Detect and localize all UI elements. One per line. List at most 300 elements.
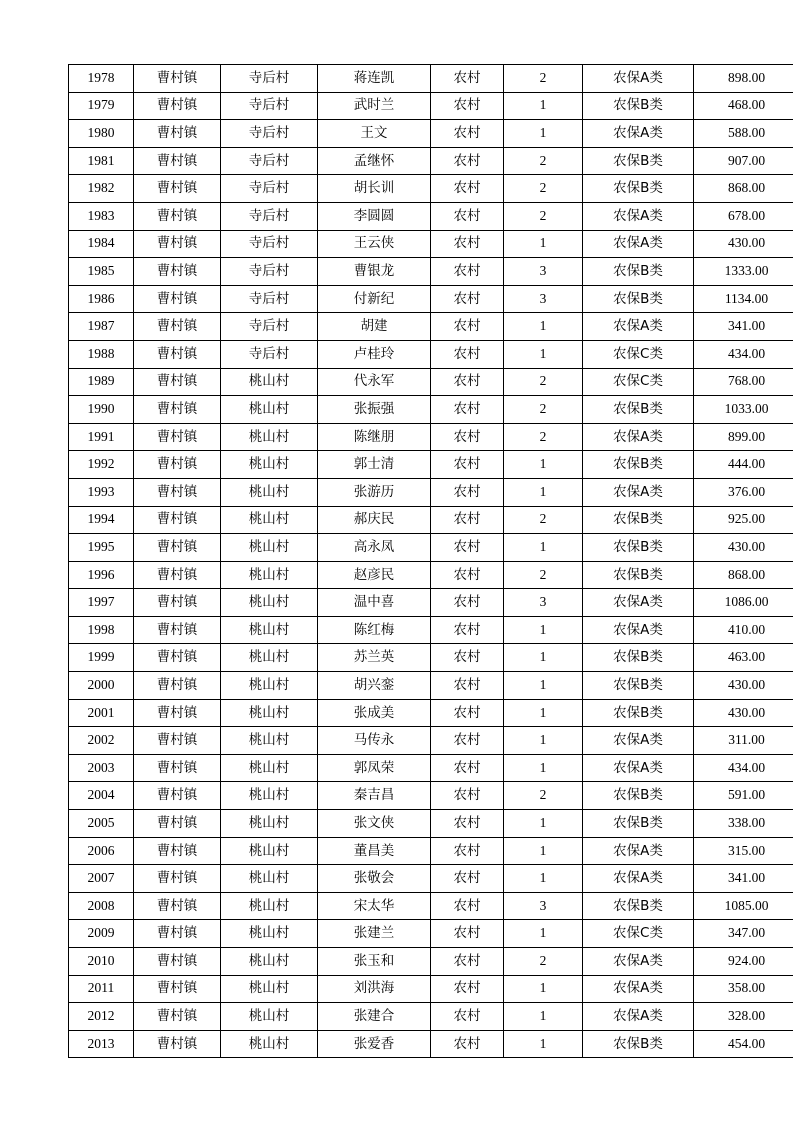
cell-person-count: 2 xyxy=(504,175,583,203)
cell-id: 1979 xyxy=(69,92,134,120)
cell-town: 曹村镇 xyxy=(134,340,221,368)
cell-category: 农保A类 xyxy=(583,975,694,1003)
cell-category: 农保A类 xyxy=(583,120,694,148)
cell-id: 2000 xyxy=(69,672,134,700)
cell-name: 张成美 xyxy=(318,699,431,727)
cell-name: 郭凤荣 xyxy=(318,754,431,782)
cell-id: 1999 xyxy=(69,644,134,672)
cell-household-type: 农村 xyxy=(431,782,504,810)
cell-category: 农保B类 xyxy=(583,672,694,700)
cell-id: 2009 xyxy=(69,920,134,948)
table-row xyxy=(69,230,793,258)
table-row xyxy=(69,699,793,727)
cell-village: 桃山村 xyxy=(221,782,318,810)
cell-village: 桃山村 xyxy=(221,423,318,451)
cell-village: 寺后村 xyxy=(221,120,318,148)
cell-village: 桃山村 xyxy=(221,865,318,893)
table-row xyxy=(69,506,793,534)
cell-category: 农保B类 xyxy=(583,175,694,203)
cell-town: 曹村镇 xyxy=(134,92,221,120)
cell-household-type: 农村 xyxy=(431,147,504,175)
cell-name: 陈继朋 xyxy=(318,423,431,451)
cell-town: 曹村镇 xyxy=(134,451,221,479)
cell-id: 2005 xyxy=(69,810,134,838)
cell-household-type: 农村 xyxy=(431,285,504,313)
cell-person-count: 1 xyxy=(504,810,583,838)
cell-id: 1978 xyxy=(69,65,134,93)
cell-id: 1987 xyxy=(69,313,134,341)
table-row xyxy=(69,175,793,203)
cell-id: 2003 xyxy=(69,754,134,782)
cell-household-type: 农村 xyxy=(431,120,504,148)
cell-person-count: 1 xyxy=(504,644,583,672)
cell-amount: 899.00 xyxy=(694,423,793,451)
cell-town: 曹村镇 xyxy=(134,396,221,424)
cell-town: 曹村镇 xyxy=(134,589,221,617)
cell-name: 代永军 xyxy=(318,368,431,396)
cell-person-count: 1 xyxy=(504,534,583,562)
cell-village: 寺后村 xyxy=(221,285,318,313)
cell-person-count: 1 xyxy=(504,92,583,120)
table-row xyxy=(69,837,793,865)
cell-household-type: 农村 xyxy=(431,396,504,424)
cell-name: 张游历 xyxy=(318,478,431,506)
cell-household-type: 农村 xyxy=(431,478,504,506)
cell-person-count: 1 xyxy=(504,230,583,258)
cell-category: 农保B类 xyxy=(583,782,694,810)
cell-category: 农保C类 xyxy=(583,920,694,948)
cell-name: 张玉和 xyxy=(318,948,431,976)
cell-name: 苏兰英 xyxy=(318,644,431,672)
cell-category: 农保B类 xyxy=(583,534,694,562)
cell-name: 张文侠 xyxy=(318,810,431,838)
cell-amount: 1333.00 xyxy=(694,258,793,286)
table-row xyxy=(69,948,793,976)
cell-village: 寺后村 xyxy=(221,65,318,93)
cell-id: 2004 xyxy=(69,782,134,810)
cell-category: 农保A类 xyxy=(583,865,694,893)
table-row xyxy=(69,1003,793,1031)
cell-person-count: 1 xyxy=(504,920,583,948)
cell-town: 曹村镇 xyxy=(134,258,221,286)
cell-town: 曹村镇 xyxy=(134,810,221,838)
cell-town: 曹村镇 xyxy=(134,65,221,93)
cell-person-count: 2 xyxy=(504,65,583,93)
cell-name: 卢桂玲 xyxy=(318,340,431,368)
cell-village: 桃山村 xyxy=(221,589,318,617)
cell-household-type: 农村 xyxy=(431,616,504,644)
cell-amount: 1033.00 xyxy=(694,396,793,424)
cell-household-type: 农村 xyxy=(431,368,504,396)
cell-category: 农保B类 xyxy=(583,699,694,727)
cell-person-count: 2 xyxy=(504,506,583,534)
cell-village: 寺后村 xyxy=(221,230,318,258)
cell-name: 张敬会 xyxy=(318,865,431,893)
cell-village: 桃山村 xyxy=(221,727,318,755)
cell-name: 孟继怀 xyxy=(318,147,431,175)
cell-household-type: 农村 xyxy=(431,699,504,727)
cell-amount: 588.00 xyxy=(694,120,793,148)
cell-category: 农保B类 xyxy=(583,258,694,286)
cell-category: 农保B类 xyxy=(583,451,694,479)
cell-household-type: 农村 xyxy=(431,258,504,286)
cell-category: 农保B类 xyxy=(583,147,694,175)
table-row xyxy=(69,616,793,644)
cell-amount: 376.00 xyxy=(694,478,793,506)
cell-category: 农保A类 xyxy=(583,478,694,506)
cell-household-type: 农村 xyxy=(431,837,504,865)
cell-household-type: 农村 xyxy=(431,892,504,920)
cell-id: 2013 xyxy=(69,1030,134,1058)
cell-person-count: 2 xyxy=(504,948,583,976)
cell-village: 桃山村 xyxy=(221,644,318,672)
table-row xyxy=(69,313,793,341)
cell-town: 曹村镇 xyxy=(134,285,221,313)
table-row xyxy=(69,782,793,810)
cell-village: 寺后村 xyxy=(221,175,318,203)
cell-category: 农保A类 xyxy=(583,948,694,976)
cell-household-type: 农村 xyxy=(431,92,504,120)
cell-category: 农保A类 xyxy=(583,313,694,341)
cell-person-count: 2 xyxy=(504,202,583,230)
cell-id: 2011 xyxy=(69,975,134,1003)
cell-amount: 338.00 xyxy=(694,810,793,838)
table-row xyxy=(69,644,793,672)
cell-household-type: 农村 xyxy=(431,561,504,589)
cell-person-count: 1 xyxy=(504,451,583,479)
cell-category: 农保A类 xyxy=(583,616,694,644)
cell-person-count: 3 xyxy=(504,589,583,617)
cell-household-type: 农村 xyxy=(431,1003,504,1031)
cell-household-type: 农村 xyxy=(431,920,504,948)
cell-name: 刘洪海 xyxy=(318,975,431,1003)
cell-town: 曹村镇 xyxy=(134,202,221,230)
cell-name: 张爱香 xyxy=(318,1030,431,1058)
table-row xyxy=(69,672,793,700)
cell-town: 曹村镇 xyxy=(134,506,221,534)
cell-town: 曹村镇 xyxy=(134,561,221,589)
cell-person-count: 1 xyxy=(504,727,583,755)
cell-person-count: 1 xyxy=(504,478,583,506)
cell-id: 2008 xyxy=(69,892,134,920)
cell-name: 陈红梅 xyxy=(318,616,431,644)
table-row xyxy=(69,920,793,948)
cell-village: 桃山村 xyxy=(221,506,318,534)
cell-name: 高永凤 xyxy=(318,534,431,562)
cell-amount: 898.00 xyxy=(694,65,793,93)
cell-amount: 868.00 xyxy=(694,175,793,203)
cell-village: 寺后村 xyxy=(221,202,318,230)
cell-id: 2007 xyxy=(69,865,134,893)
cell-person-count: 1 xyxy=(504,616,583,644)
cell-town: 曹村镇 xyxy=(134,1030,221,1058)
cell-village: 寺后村 xyxy=(221,340,318,368)
cell-person-count: 2 xyxy=(504,561,583,589)
cell-id: 1982 xyxy=(69,175,134,203)
cell-village: 寺后村 xyxy=(221,313,318,341)
cell-id: 1992 xyxy=(69,451,134,479)
cell-town: 曹村镇 xyxy=(134,478,221,506)
cell-category: 农保B类 xyxy=(583,561,694,589)
cell-person-count: 1 xyxy=(504,1003,583,1031)
table-row xyxy=(69,285,793,313)
table-row xyxy=(69,478,793,506)
cell-town: 曹村镇 xyxy=(134,948,221,976)
cell-person-count: 1 xyxy=(504,754,583,782)
cell-town: 曹村镇 xyxy=(134,699,221,727)
cell-category: 农保A类 xyxy=(583,1003,694,1031)
table-row xyxy=(69,65,793,93)
cell-amount: 434.00 xyxy=(694,754,793,782)
cell-town: 曹村镇 xyxy=(134,920,221,948)
cell-amount: 341.00 xyxy=(694,313,793,341)
cell-name: 胡兴銮 xyxy=(318,672,431,700)
cell-category: 农保B类 xyxy=(583,810,694,838)
table-row xyxy=(69,258,793,286)
cell-category: 农保B类 xyxy=(583,1030,694,1058)
cell-town: 曹村镇 xyxy=(134,727,221,755)
cell-household-type: 农村 xyxy=(431,423,504,451)
cell-household-type: 农村 xyxy=(431,175,504,203)
cell-category: 农保A类 xyxy=(583,65,694,93)
cell-amount: 907.00 xyxy=(694,147,793,175)
cell-category: 农保A类 xyxy=(583,837,694,865)
cell-amount: 434.00 xyxy=(694,340,793,368)
cell-village: 桃山村 xyxy=(221,810,318,838)
cell-category: 农保B类 xyxy=(583,396,694,424)
cell-category: 农保A类 xyxy=(583,589,694,617)
cell-amount: 1134.00 xyxy=(694,285,793,313)
cell-amount: 1085.00 xyxy=(694,892,793,920)
cell-name: 曹银龙 xyxy=(318,258,431,286)
cell-person-count: 2 xyxy=(504,423,583,451)
cell-amount: 463.00 xyxy=(694,644,793,672)
cell-name: 董昌美 xyxy=(318,837,431,865)
table-row xyxy=(69,534,793,562)
cell-person-count: 1 xyxy=(504,699,583,727)
cell-amount: 924.00 xyxy=(694,948,793,976)
cell-name: 马传永 xyxy=(318,727,431,755)
cell-amount: 430.00 xyxy=(694,230,793,258)
cell-id: 1988 xyxy=(69,340,134,368)
cell-category: 农保A类 xyxy=(583,754,694,782)
cell-person-count: 3 xyxy=(504,258,583,286)
cell-person-count: 1 xyxy=(504,837,583,865)
cell-amount: 868.00 xyxy=(694,561,793,589)
cell-town: 曹村镇 xyxy=(134,313,221,341)
cell-category: 农保B类 xyxy=(583,285,694,313)
cell-name: 胡建 xyxy=(318,313,431,341)
cell-amount: 444.00 xyxy=(694,451,793,479)
cell-village: 桃山村 xyxy=(221,368,318,396)
cell-village: 桃山村 xyxy=(221,478,318,506)
cell-village: 桃山村 xyxy=(221,451,318,479)
cell-amount: 430.00 xyxy=(694,699,793,727)
table-row xyxy=(69,368,793,396)
cell-amount: 341.00 xyxy=(694,865,793,893)
table-row xyxy=(69,865,793,893)
cell-household-type: 农村 xyxy=(431,340,504,368)
cell-town: 曹村镇 xyxy=(134,644,221,672)
table-row xyxy=(69,423,793,451)
cell-household-type: 农村 xyxy=(431,451,504,479)
table-row xyxy=(69,92,793,120)
table-row xyxy=(69,202,793,230)
cell-name: 赵彦民 xyxy=(318,561,431,589)
cell-person-count: 1 xyxy=(504,1030,583,1058)
table-row xyxy=(69,589,793,617)
cell-id: 1985 xyxy=(69,258,134,286)
cell-id: 1990 xyxy=(69,396,134,424)
cell-name: 王云侠 xyxy=(318,230,431,258)
cell-person-count: 1 xyxy=(504,120,583,148)
cell-name: 张建兰 xyxy=(318,920,431,948)
cell-town: 曹村镇 xyxy=(134,368,221,396)
cell-id: 1998 xyxy=(69,616,134,644)
cell-id: 1994 xyxy=(69,506,134,534)
cell-town: 曹村镇 xyxy=(134,1003,221,1031)
cell-category: 农保C类 xyxy=(583,340,694,368)
table-row xyxy=(69,892,793,920)
cell-name: 李圆圆 xyxy=(318,202,431,230)
cell-household-type: 农村 xyxy=(431,727,504,755)
cell-id: 1993 xyxy=(69,478,134,506)
cell-person-count: 2 xyxy=(504,782,583,810)
table-row xyxy=(69,975,793,1003)
cell-household-type: 农村 xyxy=(431,65,504,93)
cell-id: 1989 xyxy=(69,368,134,396)
cell-village: 桃山村 xyxy=(221,534,318,562)
cell-category: 农保B类 xyxy=(583,506,694,534)
cell-household-type: 农村 xyxy=(431,1030,504,1058)
cell-village: 桃山村 xyxy=(221,699,318,727)
cell-village: 桃山村 xyxy=(221,561,318,589)
table-row xyxy=(69,147,793,175)
cell-id: 1995 xyxy=(69,534,134,562)
cell-amount: 328.00 xyxy=(694,1003,793,1031)
table-row xyxy=(69,451,793,479)
cell-category: 农保B类 xyxy=(583,92,694,120)
cell-amount: 678.00 xyxy=(694,202,793,230)
cell-name: 温中喜 xyxy=(318,589,431,617)
cell-amount: 410.00 xyxy=(694,616,793,644)
cell-village: 寺后村 xyxy=(221,258,318,286)
table-row xyxy=(69,727,793,755)
cell-village: 桃山村 xyxy=(221,920,318,948)
cell-id: 1986 xyxy=(69,285,134,313)
cell-id: 1984 xyxy=(69,230,134,258)
cell-town: 曹村镇 xyxy=(134,175,221,203)
cell-town: 曹村镇 xyxy=(134,837,221,865)
table-row xyxy=(69,561,793,589)
cell-name: 胡长训 xyxy=(318,175,431,203)
cell-person-count: 2 xyxy=(504,147,583,175)
cell-household-type: 农村 xyxy=(431,534,504,562)
cell-town: 曹村镇 xyxy=(134,423,221,451)
cell-name: 郝庆民 xyxy=(318,506,431,534)
cell-name: 秦吉昌 xyxy=(318,782,431,810)
cell-town: 曹村镇 xyxy=(134,754,221,782)
cell-id: 2010 xyxy=(69,948,134,976)
cell-village: 桃山村 xyxy=(221,1030,318,1058)
cell-town: 曹村镇 xyxy=(134,147,221,175)
cell-village: 桃山村 xyxy=(221,616,318,644)
table-row xyxy=(69,340,793,368)
cell-household-type: 农村 xyxy=(431,202,504,230)
cell-name: 郭士清 xyxy=(318,451,431,479)
subsidy-table xyxy=(68,64,793,1058)
table-body xyxy=(69,65,793,1058)
table-row xyxy=(69,810,793,838)
cell-village: 桃山村 xyxy=(221,1003,318,1031)
cell-amount: 454.00 xyxy=(694,1030,793,1058)
cell-household-type: 农村 xyxy=(431,589,504,617)
cell-category: 农保A类 xyxy=(583,727,694,755)
cell-village: 桃山村 xyxy=(221,754,318,782)
cell-id: 2001 xyxy=(69,699,134,727)
cell-town: 曹村镇 xyxy=(134,672,221,700)
cell-town: 曹村镇 xyxy=(134,782,221,810)
table-row xyxy=(69,120,793,148)
cell-village: 桃山村 xyxy=(221,948,318,976)
cell-household-type: 农村 xyxy=(431,948,504,976)
cell-household-type: 农村 xyxy=(431,754,504,782)
cell-amount: 591.00 xyxy=(694,782,793,810)
cell-id: 1996 xyxy=(69,561,134,589)
cell-town: 曹村镇 xyxy=(134,892,221,920)
cell-id: 2006 xyxy=(69,837,134,865)
cell-id: 2002 xyxy=(69,727,134,755)
cell-household-type: 农村 xyxy=(431,975,504,1003)
cell-amount: 768.00 xyxy=(694,368,793,396)
cell-person-count: 1 xyxy=(504,340,583,368)
cell-amount: 1086.00 xyxy=(694,589,793,617)
cell-village: 寺后村 xyxy=(221,147,318,175)
cell-household-type: 农村 xyxy=(431,506,504,534)
cell-name: 宋太华 xyxy=(318,892,431,920)
cell-household-type: 农村 xyxy=(431,230,504,258)
cell-village: 桃山村 xyxy=(221,396,318,424)
cell-amount: 358.00 xyxy=(694,975,793,1003)
cell-name: 武时兰 xyxy=(318,92,431,120)
cell-amount: 311.00 xyxy=(694,727,793,755)
cell-household-type: 农村 xyxy=(431,644,504,672)
cell-amount: 430.00 xyxy=(694,534,793,562)
cell-person-count: 1 xyxy=(504,975,583,1003)
cell-town: 曹村镇 xyxy=(134,616,221,644)
cell-name: 付新纪 xyxy=(318,285,431,313)
cell-household-type: 农村 xyxy=(431,672,504,700)
cell-town: 曹村镇 xyxy=(134,865,221,893)
cell-category: 农保C类 xyxy=(583,368,694,396)
cell-household-type: 农村 xyxy=(431,313,504,341)
cell-person-count: 1 xyxy=(504,313,583,341)
cell-amount: 347.00 xyxy=(694,920,793,948)
cell-category: 农保A类 xyxy=(583,230,694,258)
cell-category: 农保A类 xyxy=(583,202,694,230)
cell-id: 1983 xyxy=(69,202,134,230)
cell-person-count: 1 xyxy=(504,865,583,893)
cell-id: 1980 xyxy=(69,120,134,148)
cell-amount: 925.00 xyxy=(694,506,793,534)
cell-name: 张振强 xyxy=(318,396,431,424)
table-row xyxy=(69,1030,793,1058)
cell-id: 2012 xyxy=(69,1003,134,1031)
table-row xyxy=(69,396,793,424)
cell-person-count: 3 xyxy=(504,892,583,920)
cell-amount: 315.00 xyxy=(694,837,793,865)
cell-person-count: 3 xyxy=(504,285,583,313)
